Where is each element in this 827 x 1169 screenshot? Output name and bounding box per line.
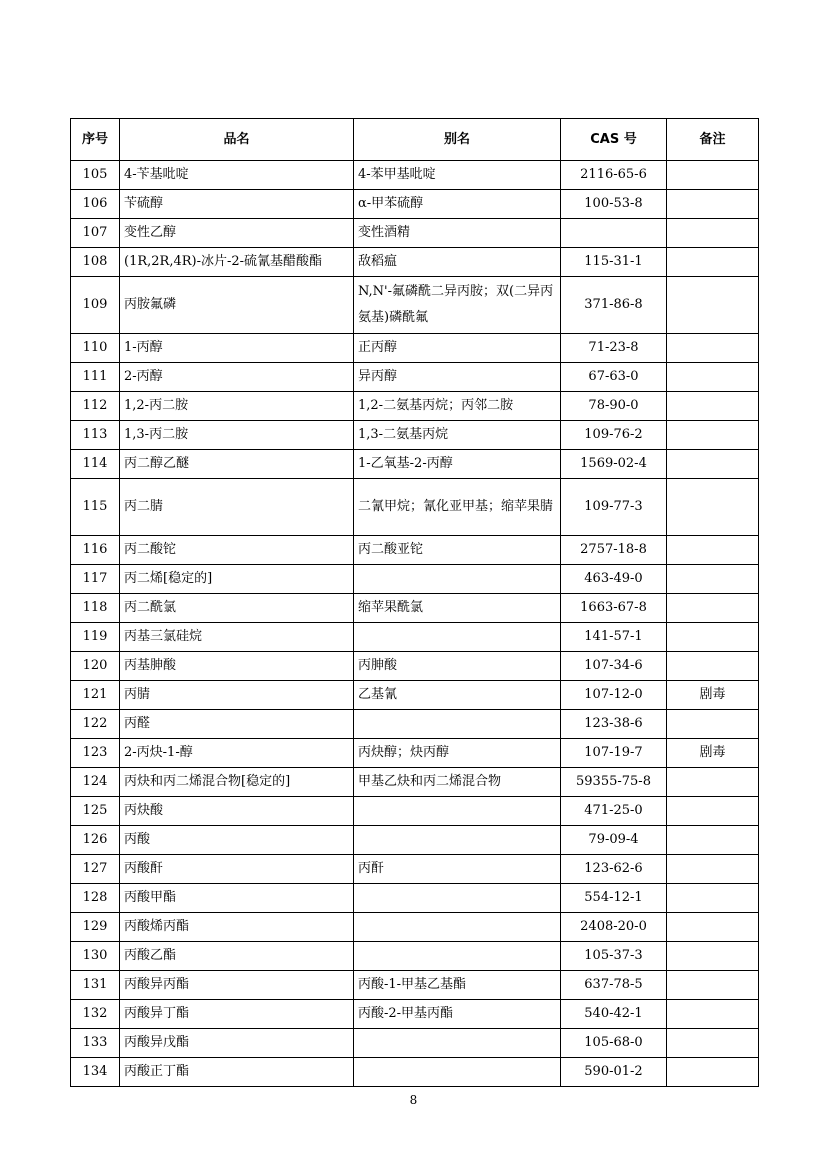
table-row [71, 971, 759, 1000]
cell-note: 剧毒 [667, 681, 759, 710]
cell-note [667, 219, 759, 248]
cell-cas: 109-76-2 [561, 421, 667, 450]
cell-alias: 敌稻瘟 [354, 248, 561, 277]
cell-alias: 丙二酸亚铊 [354, 536, 561, 565]
cell-cas: 371-86-8 [561, 277, 667, 334]
cell-seq: 114 [71, 450, 120, 479]
cell-seq: 134 [71, 1058, 120, 1087]
cell-name: 丙二酸铊 [120, 536, 354, 565]
cell-seq: 121 [71, 681, 120, 710]
cell-name: 丙醛 [120, 710, 354, 739]
cell-note [667, 768, 759, 797]
cell-name: 苄硫醇 [120, 190, 354, 219]
cell-seq: 130 [71, 942, 120, 971]
table-row [71, 334, 759, 363]
cell-seq: 110 [71, 334, 120, 363]
cell-note: 剧毒 [667, 739, 759, 768]
cell-name: 丙二腈 [120, 479, 354, 536]
header-note: 备注 [667, 119, 759, 161]
cell-seq: 123 [71, 739, 120, 768]
cell-cas: 109-77-3 [561, 479, 667, 536]
cell-name: 丙基三氯硅烷 [120, 623, 354, 652]
cell-alias [354, 1058, 561, 1087]
cell-alias [354, 942, 561, 971]
cell-cas: 67-63-0 [561, 363, 667, 392]
table-row [71, 681, 759, 710]
cell-alias: 变性酒精 [354, 219, 561, 248]
cell-alias: 丙胂酸 [354, 652, 561, 681]
cell-note [667, 913, 759, 942]
table-row [71, 652, 759, 681]
cell-note [667, 190, 759, 219]
cell-seq: 128 [71, 884, 120, 913]
cell-seq: 133 [71, 1029, 120, 1058]
cell-seq: 106 [71, 190, 120, 219]
table-header-row [71, 119, 759, 161]
cell-seq: 119 [71, 623, 120, 652]
cell-seq: 122 [71, 710, 120, 739]
table-row [71, 797, 759, 826]
cell-cas: 105-37-3 [561, 942, 667, 971]
chemical-table [70, 118, 759, 1087]
table-row [71, 248, 759, 277]
header-alias: 别名 [354, 119, 561, 161]
cell-cas: 123-38-6 [561, 710, 667, 739]
cell-alias: 缩苹果酰氯 [354, 594, 561, 623]
cell-name: (1R,2R,4R)-冰片-2-硫氰基醋酸酯 [120, 248, 354, 277]
cell-seq: 112 [71, 392, 120, 421]
cell-name: 2-丙醇 [120, 363, 354, 392]
cell-seq: 126 [71, 826, 120, 855]
page-number: 8 [409, 1093, 418, 1107]
cell-alias [354, 565, 561, 594]
table-row [71, 913, 759, 942]
table-row [71, 884, 759, 913]
cell-cas: 100-53-8 [561, 190, 667, 219]
table-row [71, 826, 759, 855]
table-row [71, 363, 759, 392]
table-row [71, 768, 759, 797]
cell-note [667, 884, 759, 913]
table-row [71, 623, 759, 652]
cell-name: 丙酸异丙酯 [120, 971, 354, 1000]
cell-note [667, 479, 759, 536]
cell-alias: α-甲苯硫醇 [354, 190, 561, 219]
cell-cas: 637-78-5 [561, 971, 667, 1000]
cell-alias: 二氰甲烷；氰化亚甲基；缩苹果腈 [354, 479, 561, 536]
cell-seq: 120 [71, 652, 120, 681]
cell-name: 丙酸甲酯 [120, 884, 354, 913]
cell-note [667, 1000, 759, 1029]
cell-note [667, 248, 759, 277]
cell-name: 丙酸正丁酯 [120, 1058, 354, 1087]
cell-seq: 113 [71, 421, 120, 450]
cell-seq: 132 [71, 1000, 120, 1029]
cell-seq: 116 [71, 536, 120, 565]
cell-alias [354, 826, 561, 855]
cell-cas: 107-34-6 [561, 652, 667, 681]
cell-name: 丙腈 [120, 681, 354, 710]
table-row [71, 479, 759, 536]
cell-name: 丙酸烯丙酯 [120, 913, 354, 942]
cell-alias: 乙基氰 [354, 681, 561, 710]
cell-note [667, 565, 759, 594]
cell-note [667, 710, 759, 739]
cell-cas: 115-31-1 [561, 248, 667, 277]
cell-name: 丙酸乙酯 [120, 942, 354, 971]
cell-cas: 2757-18-8 [561, 536, 667, 565]
table-row [71, 392, 759, 421]
cell-note [667, 623, 759, 652]
table-row [71, 1000, 759, 1029]
table-row [71, 450, 759, 479]
cell-cas: 141-57-1 [561, 623, 667, 652]
cell-name: 丙二醇乙醚 [120, 450, 354, 479]
cell-cas [561, 219, 667, 248]
cell-seq: 111 [71, 363, 120, 392]
cell-seq: 115 [71, 479, 120, 536]
cell-cas: 71-23-8 [561, 334, 667, 363]
cell-alias [354, 797, 561, 826]
table-row [71, 277, 759, 334]
cell-note [667, 942, 759, 971]
cell-name: 4-苄基吡啶 [120, 161, 354, 190]
cell-alias: N,N'-氟磷酰二异丙胺；双(二异丙氨基)磷酰氟 [354, 277, 561, 334]
table-row [71, 421, 759, 450]
cell-alias: 丙酸-1-甲基乙基酯 [354, 971, 561, 1000]
table-body [71, 161, 759, 1087]
header-name: 品名 [120, 119, 354, 161]
cell-name: 丙酸酐 [120, 855, 354, 884]
cell-name: 1,3-丙二胺 [120, 421, 354, 450]
cell-cas: 79-09-4 [561, 826, 667, 855]
cell-name: 丙酸异丁酯 [120, 1000, 354, 1029]
cell-name: 丙酸异戊酯 [120, 1029, 354, 1058]
cell-seq: 131 [71, 971, 120, 1000]
cell-seq: 118 [71, 594, 120, 623]
cell-cas: 1569-02-4 [561, 450, 667, 479]
cell-name: 变性乙醇 [120, 219, 354, 248]
cell-note [667, 536, 759, 565]
cell-name: 丙二烯[稳定的] [120, 565, 354, 594]
cell-seq: 108 [71, 248, 120, 277]
table-row [71, 190, 759, 219]
cell-seq: 125 [71, 797, 120, 826]
cell-alias: 正丙醇 [354, 334, 561, 363]
cell-name: 2-丙炔-1-醇 [120, 739, 354, 768]
cell-alias: 丙酸-2-甲基丙酯 [354, 1000, 561, 1029]
table-row [71, 219, 759, 248]
table-row [71, 1029, 759, 1058]
cell-name: 丙胺氟磷 [120, 277, 354, 334]
cell-alias [354, 623, 561, 652]
cell-cas: 123-62-6 [561, 855, 667, 884]
cell-alias [354, 913, 561, 942]
cell-note [667, 594, 759, 623]
cell-alias: 异丙醇 [354, 363, 561, 392]
cell-note [667, 797, 759, 826]
cell-cas: 1663-67-8 [561, 594, 667, 623]
cell-note [667, 421, 759, 450]
cell-alias: 甲基乙炔和丙二烯混合物 [354, 768, 561, 797]
cell-note [667, 161, 759, 190]
table-row [71, 536, 759, 565]
cell-seq: 124 [71, 768, 120, 797]
cell-note [667, 971, 759, 1000]
cell-name: 丙基胂酸 [120, 652, 354, 681]
table-row [71, 710, 759, 739]
cell-cas: 471-25-0 [561, 797, 667, 826]
cell-alias: 1,2-二氨基丙烷；丙邻二胺 [354, 392, 561, 421]
cell-name: 1-丙醇 [120, 334, 354, 363]
cell-name: 丙炔酸 [120, 797, 354, 826]
table-row [71, 161, 759, 190]
cell-cas: 554-12-1 [561, 884, 667, 913]
header-cas: CAS 号 [561, 119, 667, 161]
cell-cas: 105-68-0 [561, 1029, 667, 1058]
table-row [71, 565, 759, 594]
cell-alias: 4-苯甲基吡啶 [354, 161, 561, 190]
cell-name: 1,2-丙二胺 [120, 392, 354, 421]
cell-cas: 107-19-7 [561, 739, 667, 768]
cell-cas: 78-90-0 [561, 392, 667, 421]
cell-name: 丙酸 [120, 826, 354, 855]
cell-alias: 1-乙氧基-2-丙醇 [354, 450, 561, 479]
cell-note [667, 450, 759, 479]
cell-note [667, 652, 759, 681]
cell-note [667, 277, 759, 334]
cell-cas: 107-12-0 [561, 681, 667, 710]
cell-alias [354, 1029, 561, 1058]
cell-seq: 117 [71, 565, 120, 594]
cell-seq: 107 [71, 219, 120, 248]
cell-name: 丙炔和丙二烯混合物[稳定的] [120, 768, 354, 797]
cell-seq: 109 [71, 277, 120, 334]
cell-note [667, 392, 759, 421]
cell-cas: 540-42-1 [561, 1000, 667, 1029]
cell-alias: 丙炔醇；炔丙醇 [354, 739, 561, 768]
cell-cas: 59355-75-8 [561, 768, 667, 797]
cell-note [667, 363, 759, 392]
table-row [71, 1058, 759, 1087]
cell-note [667, 1029, 759, 1058]
table-row [71, 942, 759, 971]
cell-cas: 2116-65-6 [561, 161, 667, 190]
cell-alias: 1,3-二氨基丙烷 [354, 421, 561, 450]
cell-seq: 105 [71, 161, 120, 190]
header-seq: 序号 [71, 119, 120, 161]
cell-note [667, 855, 759, 884]
cell-note [667, 1058, 759, 1087]
table-row [71, 739, 759, 768]
cell-note [667, 334, 759, 363]
cell-cas: 590-01-2 [561, 1058, 667, 1087]
cell-alias: 丙酐 [354, 855, 561, 884]
cell-alias [354, 884, 561, 913]
table-row [71, 594, 759, 623]
cell-note [667, 826, 759, 855]
cell-cas: 463-49-0 [561, 565, 667, 594]
cell-cas: 2408-20-0 [561, 913, 667, 942]
table-row [71, 855, 759, 884]
cell-alias [354, 710, 561, 739]
cell-seq: 129 [71, 913, 120, 942]
cell-name: 丙二酰氯 [120, 594, 354, 623]
cell-seq: 127 [71, 855, 120, 884]
